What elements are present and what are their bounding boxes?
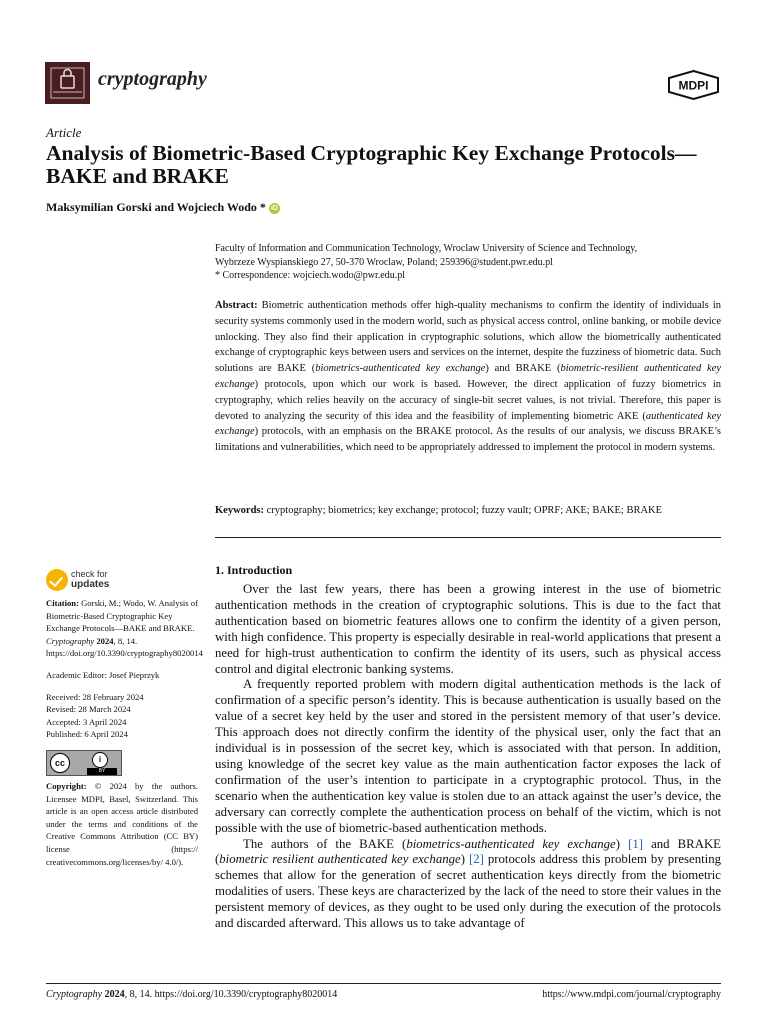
copyright-label: Copyright: — [46, 780, 87, 791]
check-updates-line: check for — [71, 569, 108, 579]
footer-citation — [46, 989, 337, 1000]
footer-doi[interactable]: , 8, 14. https://doi.org/10.3390/cryptography8020014 — [124, 989, 338, 1000]
paragraph — [215, 837, 721, 932]
text: and BRAKE ( — [215, 836, 721, 867]
paragraph: A frequently reported problem with modern digital authentication methods is the lack of confirmation of a specific person’s identity. This is because authentication is usually based on the value of a secret key held by the user and stored in the persistent memory of that user’s device. This approach does not directly confirm the identity of the physical user, only the fact that an individual is in possession of the secret key, which is associated with that person. In addition, using knowledge of the secret key value as the main authentication factor exposes the lack of confirmation of the user’s intention to participate in a cryptographic protocol. Thus, in the scenario when the authentication key value is stolen due to an attack against the user’s device, the adversary can correctly complete the authentication process on behalf of the victim, which is not possible with the use of biometric-based authentication methods. — [215, 677, 721, 835]
text: The authors of the BAKE ( — [243, 836, 407, 851]
abstract-term: biometric-resilient authenticated key exchange — [215, 363, 721, 390]
cc-by-label: BY — [87, 768, 117, 775]
published-date: Published: 6 April 2024 — [46, 729, 128, 740]
check-updates-icon — [46, 569, 68, 591]
person-icon: i — [92, 752, 108, 768]
orcid-icon[interactable]: iD — [270, 205, 278, 212]
citation-text: Gorski, M.; Wodo, W. Analysis of Biometric-Based Cryptographic Key Exchange Protocols—BAKE and BRAKE. — [46, 598, 198, 634]
abstract-term: authenticated key exchange — [215, 410, 721, 438]
citation-doi[interactable]: , 8, 14. https://doi.org/10.3390/cryptography8020014 — [46, 635, 203, 659]
divider — [46, 983, 721, 984]
citation — [46, 597, 203, 660]
abstract-text: ) protocols, upon which our work is based. However, the direct application of fuzzy biometrics in cryptography, which relies heavily on the accuracy of single-bit secret values, is not trivial. Therefore, this paper is devoted to analyzing the security of this idea and the feasibility of implementing biometric AKE ( — [215, 378, 721, 422]
paragraph: Over the last few years, there has been a growing interest in the use of biometric authentication methods in the creation of cryptographic solutions. This is due to the fact that authentication based on biometric features allows one to confirm the identity of a given person, with high confidence. This property is especially desirable in real-world applications that present a need for high-trust authentication to confirm the identity of its users, such as physical access control and digital electronic banking systems. — [215, 582, 721, 676]
keywords — [215, 503, 721, 518]
publisher-name: MDPI — [678, 78, 709, 93]
received-date: Received: 28 February 2024 — [46, 691, 144, 702]
affiliation — [215, 242, 725, 283]
abstract-term: biometrics-authenticated key exchange — [315, 363, 486, 375]
text: ) — [460, 852, 469, 867]
journal-name: cryptography — [98, 68, 207, 90]
term: biometrics-authenticated key exchange — [406, 836, 616, 851]
citation-year: 2024 — [94, 635, 114, 646]
copyright — [46, 780, 198, 868]
citation-label: Citation: — [46, 598, 79, 608]
text: ) — [615, 836, 629, 851]
dates — [46, 691, 198, 741]
accepted-date: Accepted: 3 April 2024 — [46, 716, 127, 727]
footer-url[interactable]: https://www.mdpi.com/journal/cryptography — [542, 989, 721, 1000]
cc-circle-icon: cc — [50, 753, 70, 773]
affiliation-line: Wybrzeze Wyspianskiego 27, 50-370 Wroclaw, Poland; 259396@student.pwr.edu.pl — [215, 256, 553, 268]
keywords-label: Keywords: — [215, 505, 264, 516]
reference-link[interactable]: [1] — [628, 836, 644, 851]
revised-date: Revised: 28 March 2024 — [46, 704, 131, 715]
body-text — [215, 582, 721, 932]
abstract-text: Biometric authentication methods offer high-quality mechanisms to confirm the identity of individuals in security systems commonly used in the modern world, such as physical access control, online banking, or mobile device unlocking. They also find their application in cryptographic solutions, which allow the biometrically authenticated exchange of cryptographic keys between users and services on the internet, despite the fuzziness of biometric data. Such solutions are BAKE ( — [215, 300, 721, 375]
article-sidebar — [46, 597, 203, 868]
keywords-text: cryptography; biometrics; key exchange; protocol; fuzzy vault; OPRF; AKE; BAKE; BRAKE — [264, 505, 663, 516]
copyright-text: © 2024 by the authors. Licensee MDPI, Basel, Switzerland. This article is an open access article distributed under the terms and conditions of the Creative Commons Attribution (CC BY) license (https:// creativecommons.org/licenses/by/ 4.0/). — [46, 780, 198, 867]
check-updates-label — [71, 569, 109, 590]
citation-journal: Cryptography — [46, 635, 95, 646]
academic-editor: Academic Editor: Josef Pieprzyk — [46, 669, 160, 680]
article-type: Article — [46, 125, 82, 140]
authors-text: Maksymilian Gorski and Wojciech Wodo * — [46, 200, 266, 214]
abstract-text: ) protocols, with an emphasis on the BRAKE protocol. As the results of our analysis, we discuss BRAKE’s limitations and vulnerabilities, which need to be appropriately addressed to implement the protocol in modern systems. — [215, 426, 721, 454]
journal-logo-icon — [45, 62, 90, 104]
correspondence: * Correspondence: wojciech.wodo@pwr.edu.pl — [215, 270, 405, 281]
author-list — [46, 200, 280, 215]
mdpi-logo-icon — [667, 70, 720, 100]
divider — [215, 537, 721, 538]
footer-year: 2024 — [102, 989, 125, 1000]
article-title: Analysis of Biometric-Based Cryptographic Key Exchange Protocols—BAKE and BRAKE — [46, 141, 697, 188]
text: protocols address this problem by presenting schemes that allow for the generation of secret authentication keys directly from the biometric modalities of users. These keys are characterized by the lack of the need to store their values in the persistent memory of devices, as they ought to be used only during the execution of the protocols and discarded afterward. This allows us to take advantage of — [215, 852, 721, 931]
section-heading: 1. Introduction — [215, 563, 293, 577]
abstract-text: ) and BRAKE ( — [485, 363, 561, 375]
reference-link[interactable]: [2] — [468, 852, 484, 867]
abstract — [215, 298, 721, 456]
footer-journal: Cryptography — [46, 989, 103, 1000]
term: biometric resilient authenticated key exchange — [219, 852, 461, 867]
cc-by-icon[interactable] — [46, 750, 122, 776]
abstract-label: Abstract: — [215, 300, 258, 311]
check-for-updates-button[interactable] — [46, 568, 126, 594]
check-updates-line: updates — [71, 579, 110, 590]
affiliation-line: Faculty of Information and Communication Technology, Wroclaw University of Science and Technology, — [215, 243, 638, 254]
